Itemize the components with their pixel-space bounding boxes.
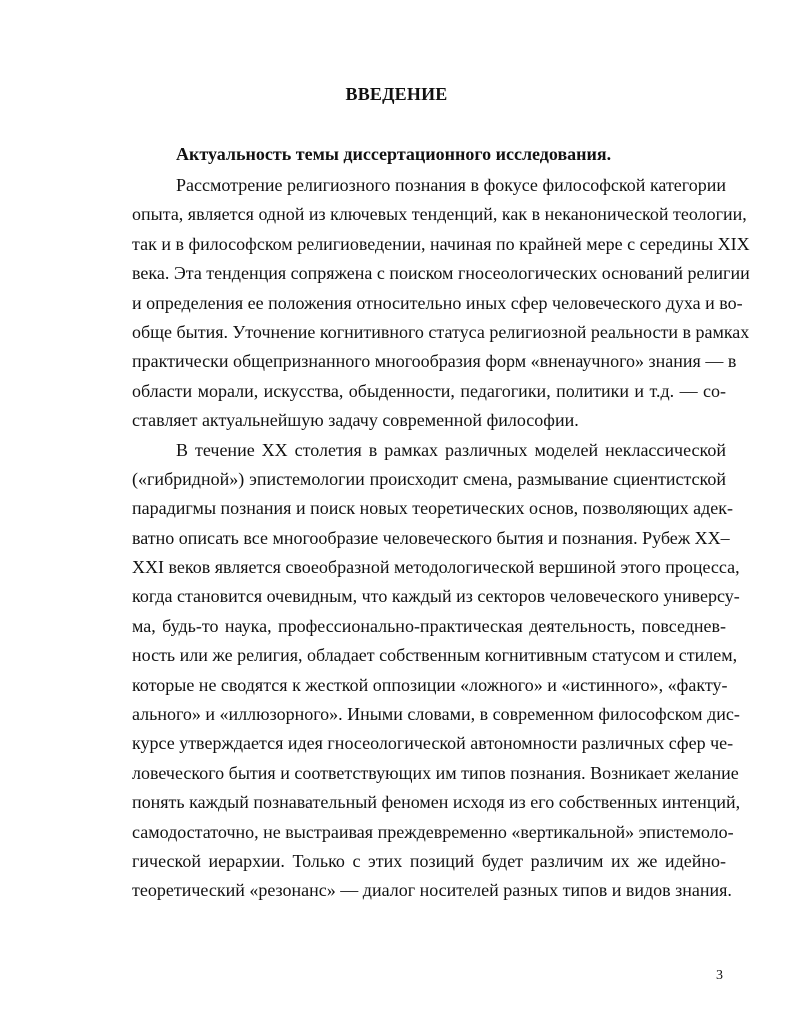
text-line: ального» и «иллюзорного». Иными словами, в современном философском дис- — [132, 704, 740, 725]
text-line: и определения ее положения относительно иных сфер человеческого духа и во- — [132, 292, 743, 313]
text-line: ность или же религия, обладает собственным когнитивным статусом и стилем, — [132, 645, 738, 666]
paragraph-2 — [132, 436, 741, 906]
text-line: теоретический «резонанс» — диалог носителей разных типов и видов знания. — [132, 880, 732, 901]
text-line: области морали, искусства, обыденности, педагогики, политики и т.д. — со- — [132, 380, 726, 401]
text-line: («гибридной») эпистемологии происходит смена, размывание сциентистской — [132, 468, 726, 489]
subsection-heading: Актуальность темы диссертационного исследования. — [176, 144, 612, 164]
text-line: ставляет актуальнейшую задачу современной философии. — [132, 410, 579, 431]
text-line: которые не сводятся к жесткой оппозиции «ложного» и «истинного», «факту- — [132, 674, 728, 695]
text-line: Рассмотрение религиозного познания в фокусе философской категории — [176, 175, 726, 195]
text-line: века. Эта тенденция сопряжена с поиском гносеологических оснований религии — [132, 263, 750, 284]
text-line: курсе утверждается идея гносеологической автономности различных сфер че- — [132, 733, 734, 754]
text-line: гической иерархии. Только с этих позиций будет различим их же идейно- — [132, 850, 726, 871]
paragraph-1 — [132, 171, 750, 436]
body-text — [132, 171, 750, 906]
text-line: практически общепризнанного многообразия форм «вненаучного» знания — в — [132, 351, 737, 372]
page-number: 3 — [716, 968, 723, 983]
text-line: ватно описать все многообразие человеческого бытия и познания. Рубеж XX– — [132, 527, 730, 548]
text-line: так и в философском религиоведении, начиная по крайней мере с середины XIX — [132, 233, 750, 254]
text-line: ма, будь-то наука, профессионально-практическая деятельность, повседнев- — [132, 615, 726, 636]
text-line: парадигмы познания и поиск новых теоретических основ, позволяющих адек- — [132, 498, 734, 519]
text-line: обще бытия. Уточнение когнитивного статуса религиозной реальности в рамках — [132, 321, 750, 342]
text-line: В течение XX столетия в рамках различных моделей неклассической — [176, 439, 726, 460]
text-line: понять каждый познавательный феномен исходя из его собственных интенций, — [132, 792, 741, 813]
text-line: опыта, является одной из ключевых тенденций, как в неканонической теологии, — [132, 204, 747, 225]
text-line: ловеческого бытия и соответствующих им типов познания. Возникает желание — [132, 762, 739, 783]
text-line: самодостаточно, не выстраивая преждевременно «вертикальной» эпистемоло- — [132, 821, 734, 842]
text-line: когда становится очевидным, что каждый из секторов человеческого универсу- — [132, 586, 740, 607]
text-line: XXI веков является своеобразной методологической вершиной этого процесса, — [132, 557, 740, 578]
section-heading: ВВЕДЕНИЕ — [345, 84, 448, 104]
